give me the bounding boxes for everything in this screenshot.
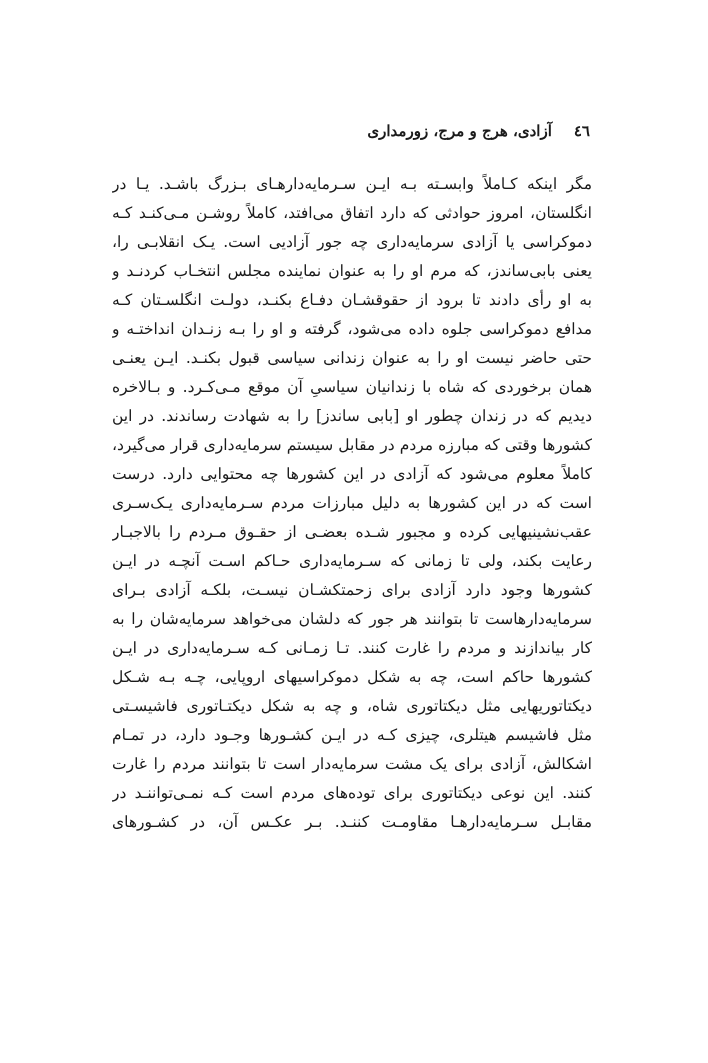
body-paragraph bbox=[112, 170, 592, 837]
text-line: است که در این کشورها به دلیل مبارزات مردم سـرمایه‌داری یـک‌سـری bbox=[112, 494, 592, 512]
text-line: کنند. این نوعی دیکتاتوری برای توده‌های مردم است کـه نمـی‌تواننـد در bbox=[112, 784, 592, 802]
text-line: مگر اینکه کـاملاً وابسـته بـه ایـن سـرمایه‌دارهـای بـزرگ باشـد. یـا در bbox=[112, 175, 592, 193]
text-line: مقابـل سـرمایه‌دارهـا مقاومـت کننـد. بـر عکـس آن، در کشـورهای bbox=[112, 813, 592, 831]
text-line: دموکراسی یا آزادی سرمایه‌داری چه جور آزادیی است. یـک انقلابـی را، bbox=[112, 233, 592, 251]
text-line: کشورها وقتی که مبارزه مردم در مقابل سیستم سرمایه‌داری قرار می‌گیرد، bbox=[112, 436, 592, 454]
text-line: کشورها وجود دارد آزادی برای زحمتکشـان نیسـت، بلکـه آزادی بـرای bbox=[112, 581, 592, 599]
text-line: دیکتاتوریهایی مثل دیکتاتوری شاه، و چه به شکل دیکتـاتوری فاشیسـتی bbox=[112, 697, 592, 715]
text-line: اشکالش، آزادی برای یک مشت سرمایه‌دار است تا بتوانند مردم را غارت bbox=[112, 755, 592, 773]
text-line: عقب‌نشینیهایی کرده و مجبور شـده بعضـی از حقـوق مـردم را بالاجبـار bbox=[112, 523, 592, 541]
running-title: آزادی، هرج و مرج، زورمداری bbox=[367, 122, 552, 140]
text-line: مثل فاشیسم هیتلری، چیزی کـه در ایـن کشـورها وجـود دارد، در تمـام bbox=[112, 726, 592, 744]
text-line: سرمایه‌دارهاست تا بتوانند هر جور که دلشان می‌خواهد سرمایه‌شان را به bbox=[112, 610, 592, 628]
text-line: یعنی بابی‌ساندز، که مرم او را به عنوان نماینده مجلس انتخـاب کردنـد و bbox=[112, 262, 592, 280]
text-line: انگلستان، امروز حوادثی که دارد اتفاق می‌افتد، کاملاً روشـن مـی‌کنـد کـه bbox=[112, 204, 592, 222]
page-number: ٤٦ bbox=[573, 122, 590, 140]
text-line: کشورها حاکم است، چه به شکل دموکراسیهای اروپایی، چـه بـه شـکل bbox=[112, 668, 592, 686]
text-line: دیدیم که در زندان چطور او [بابی ساندز] را به شهادت رساندند. در این bbox=[112, 407, 592, 425]
text-line: کار بیاندازند و مردم را غارت کنند. تـا زمـانی کـه سـرمایه‌داری در ایـن bbox=[112, 639, 592, 657]
text-line: حتی حاضر نیست او را به عنوان زندانی سیاسی قبول بکنـد. ایـن یعنـی bbox=[112, 349, 592, 367]
text-line: همان برخوردی که شاه با زندانیان سیاسیِ آن موقع مـی‌کـرد. و بـالاخره bbox=[112, 378, 592, 396]
text-line: مدافع دموکراسی جلوه داده می‌شود، گرفته و او را بـه زنـدان انداختـه و bbox=[112, 320, 592, 338]
text-line: رعایت بکند، ولی تا زمانی که سـرمایه‌داری حـاکم اسـت آنچـه در ایـن bbox=[112, 552, 592, 570]
text-line: به او رأی دادند تا برود از حقوقشـان دفـاع بکنـد، دولـت انگلسـتان کـه bbox=[112, 291, 592, 309]
text-line: کاملاً معلوم می‌شود که آزادی در این کشورها چه محتوایی دارد. درست bbox=[112, 465, 592, 483]
page-header bbox=[110, 122, 590, 140]
